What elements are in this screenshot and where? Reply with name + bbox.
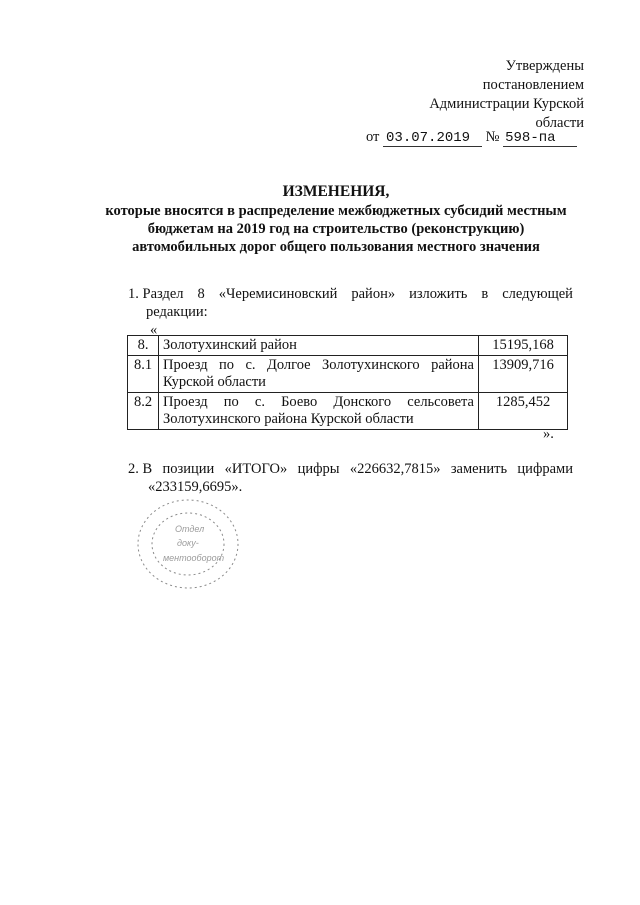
item-1-word: район» — [351, 286, 396, 302]
stamp-icon — [133, 495, 243, 593]
table-row — [128, 356, 568, 393]
approval-line-4: области — [535, 115, 584, 131]
closing-quote: ». — [543, 426, 554, 442]
item-2-word: заменить — [450, 461, 508, 477]
decree-number: 598-па — [503, 131, 577, 147]
title-line-3: автомобильных дорог общего пользования местного значения — [132, 239, 540, 255]
row-number: 8. — [128, 336, 159, 356]
item-1-word: 8 — [197, 286, 205, 302]
row-number: 8.2 — [128, 393, 159, 430]
item-1 — [128, 285, 573, 321]
approval-line-3: Администрации Курской — [429, 96, 584, 112]
row-description: Проезд по с. Долгое Золотухинского района Курской области — [159, 356, 479, 393]
item-1-word: в — [481, 286, 489, 302]
item-2 — [128, 460, 573, 496]
opening-quote: « — [150, 322, 158, 338]
approval-line-2: постановлением — [482, 77, 584, 93]
approval-block — [344, 57, 584, 133]
title-line-2: бюджетам на 2019 год на строительство (реконструкцию) — [147, 221, 525, 237]
item-1-word: Раздел — [142, 286, 184, 302]
item-1-word: «Черемисиновский — [218, 286, 338, 302]
row-value: 13909,716 — [479, 356, 568, 393]
stamp-text: ментооборот — [163, 553, 225, 563]
row-description: Золотухинский район — [159, 336, 479, 356]
row-value: 1285,452 — [479, 393, 568, 430]
item-1-number: 1. — [128, 286, 139, 302]
item-1-word: следующей — [502, 286, 573, 302]
title-line-1: которые вносятся в распределение межбюджетных субсидий местным — [105, 203, 567, 219]
item-2-word: позиции — [162, 461, 215, 477]
item-1-line-1 — [128, 285, 573, 303]
item-1-number-word — [128, 285, 184, 303]
item-2-line-1 — [128, 460, 573, 478]
item-1-line-2: редакции: — [146, 304, 208, 320]
document-title — [60, 183, 612, 256]
item-2-word: «ИТОГО» — [224, 461, 288, 477]
title-heading: ИЗМЕНЕНИЯ, — [282, 183, 390, 200]
item-2-word: цифры — [297, 461, 340, 477]
roads-table — [127, 335, 568, 430]
stamp-text: доку- — [177, 538, 199, 548]
row-value: 15195,168 — [479, 336, 568, 356]
from-label: от — [366, 129, 380, 145]
decree-date: 03.07.2019 — [383, 131, 482, 147]
item-2-word: В — [142, 461, 153, 477]
approval-line-1: Утверждены — [505, 58, 584, 74]
table-row — [128, 393, 568, 430]
table-row — [128, 336, 568, 356]
row-number: 8.1 — [128, 356, 159, 393]
item-2-word: «226632,7815» — [349, 461, 441, 477]
item-2-number-word — [128, 460, 152, 478]
item-2-number: 2. — [128, 461, 139, 477]
row-description: Проезд по с. Боево Донского сельсовета Золотухинского района Курской области — [159, 393, 479, 430]
date-number-line — [366, 129, 577, 147]
item-2-line-2: «233159,6695». — [148, 479, 243, 495]
stamp-text: Отдел — [175, 524, 205, 534]
number-label: № — [485, 129, 500, 145]
item-2-word: цифрами — [517, 461, 573, 477]
item-1-word: изложить — [409, 286, 468, 302]
